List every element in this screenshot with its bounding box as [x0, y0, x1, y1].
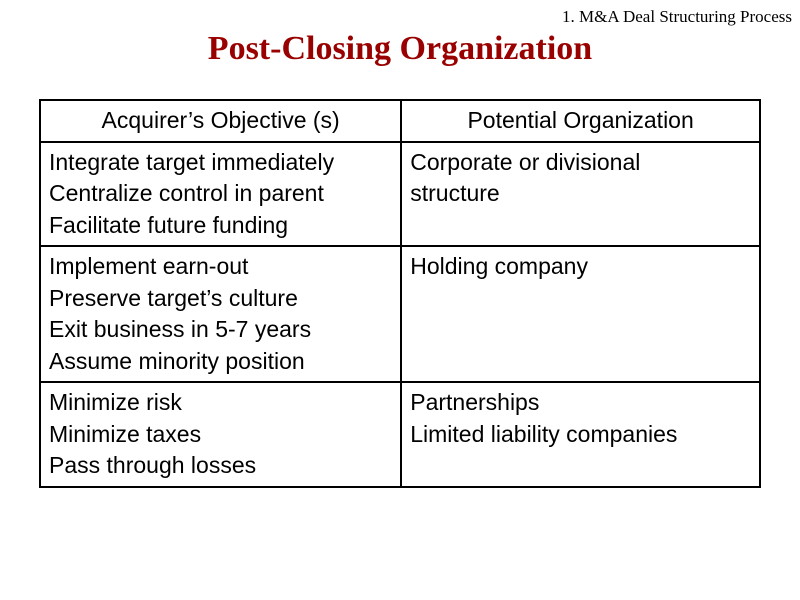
organization-item: Partnerships: [410, 389, 540, 415]
organization-cell: [401, 246, 760, 382]
organization-cell: [401, 382, 760, 487]
table-row: [40, 246, 760, 382]
column-header-objectives: Acquirer’s Objective (s): [40, 100, 401, 142]
objective-item: Preserve target’s culture: [49, 284, 298, 311]
objective-item: Integrate target immediately: [49, 148, 335, 175]
organization-item: Limited liability companies: [410, 420, 678, 447]
organization-table: [39, 99, 761, 488]
objective-item: Implement earn-out: [49, 253, 249, 279]
objective-item: Exit business in 5-7 years: [49, 316, 312, 342]
organization-cell: [401, 142, 760, 247]
section-label: 1. M&A Deal Structuring Process: [562, 7, 792, 26]
objectives-cell: [40, 382, 401, 487]
table-header-row: [40, 100, 760, 142]
table-row: [40, 382, 760, 487]
objective-item: Facilitate future funding: [49, 211, 289, 238]
objectives-cell: [40, 142, 401, 247]
objective-item: Pass through losses: [49, 452, 257, 478]
organization-item: structure: [410, 180, 500, 206]
objective-item: Assume minority position: [49, 347, 305, 374]
objective-item: Minimize taxes: [49, 420, 202, 447]
column-header-organization: Potential Organization: [401, 100, 760, 142]
organization-item: Corporate or divisional: [410, 148, 641, 175]
organization-item: Holding company: [410, 253, 588, 279]
table-row: [40, 142, 760, 247]
page-title: Post-Closing Organization: [207, 30, 593, 67]
objective-item: Minimize risk: [49, 389, 182, 415]
objective-item: Centralize control in parent: [49, 180, 324, 206]
objectives-cell: [40, 246, 401, 382]
